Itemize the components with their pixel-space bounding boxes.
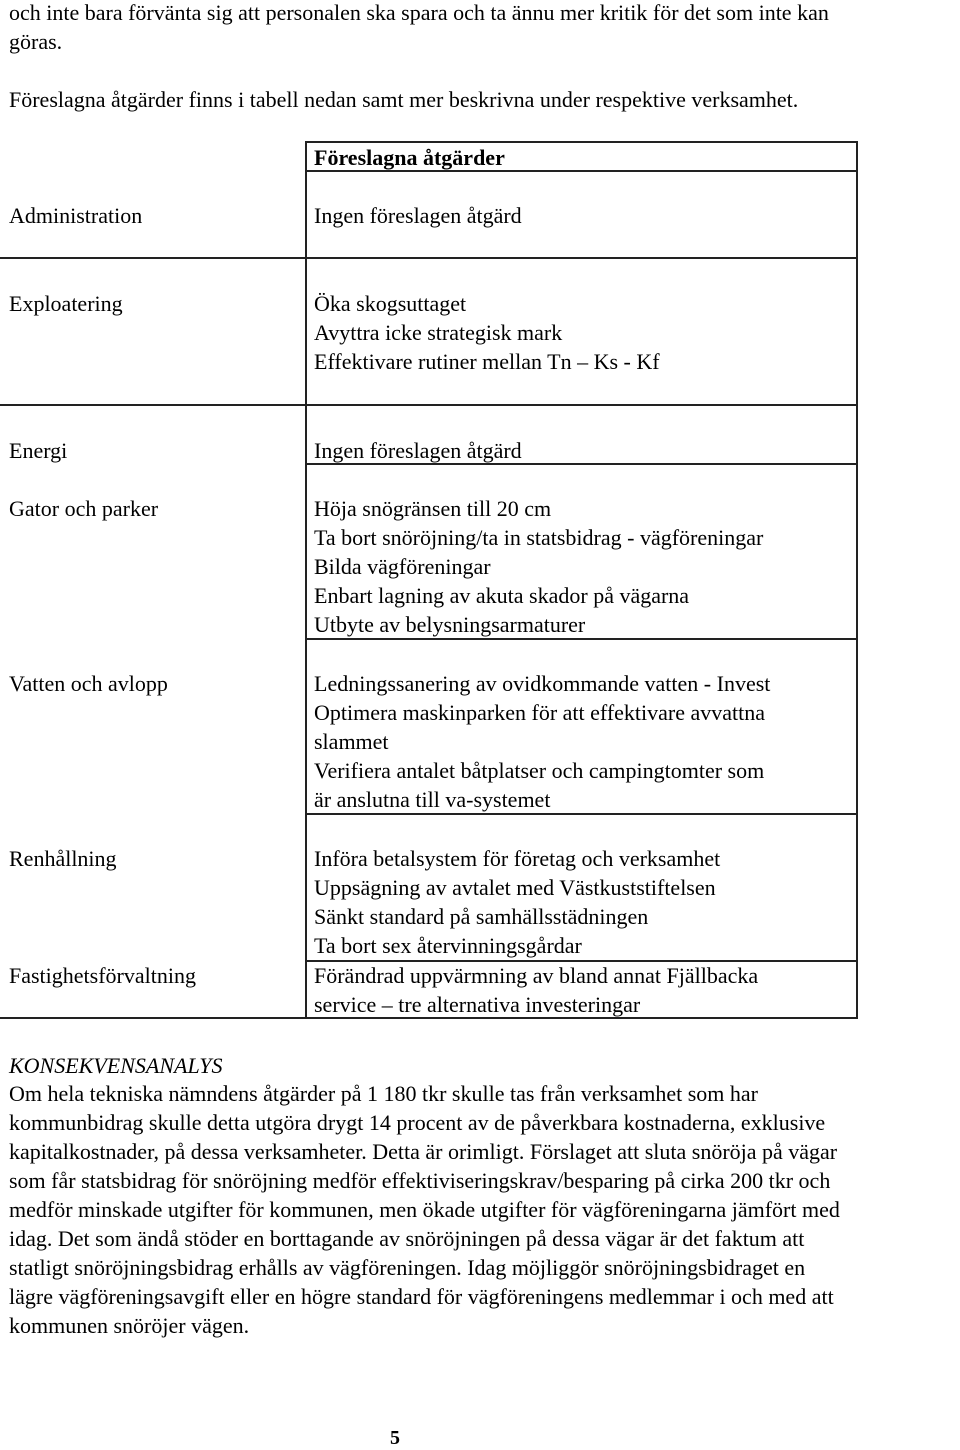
page-number: 5	[390, 1427, 400, 1449]
row-measure: Förändrad uppvärmning av bland annat Fjällbacka	[314, 963, 759, 988]
row-measure: Verifiera antalet båtplatser och campingtomter som	[314, 758, 765, 783]
row-category: Fastighetsförvaltning	[9, 963, 196, 988]
intro-line-3: Föreslagna åtgärder finns i tabell nedan samt mer beskrivna under respektive verksamhet.	[9, 87, 799, 112]
row-measure: Enbart lagning av akuta skador på vägarna	[314, 583, 690, 608]
row-measure: Öka skogsuttaget	[314, 291, 467, 316]
konsekvens-paragraph	[9, 1079, 960, 1340]
section-heading-konsekvensanalys: KONSEKVENSANALYS	[9, 1053, 223, 1078]
row-measure: Ingen föreslagen åtgärd	[314, 203, 522, 228]
table-rule	[0, 404, 858, 406]
paragraph-line: lägre vägföreningsavgift eller en högre standard för vägföreningens medlemmar i och med att	[9, 1284, 834, 1309]
row-category: Gator och parker	[9, 496, 159, 521]
row-measure: Optimera maskinparken för att effektivare avvattna	[314, 700, 766, 725]
table-header: Föreslagna åtgärder	[314, 145, 505, 170]
paragraph-line: kommunbidrag skulle detta utgöra drygt 14 procent av de påverkbara kostnaderna, exklusive	[9, 1110, 826, 1135]
row-measure: Sänkt standard på samhällsstädningen	[314, 904, 649, 929]
row-measure: Införa betalsystem för företag och verksamhet	[314, 846, 721, 871]
row-category: Administration	[9, 203, 143, 228]
paragraph-line: kommunen snöröjer vägen.	[9, 1313, 250, 1338]
row-measure: Höja snögränsen till 20 cm	[314, 496, 552, 521]
paragraph-line: kapitalkostnader, på dessa verksamheter. Detta är orimligt. Förslaget att sluta snöröja på vägar	[9, 1139, 838, 1164]
table-rule	[0, 257, 858, 259]
row-measure: slammet	[314, 729, 389, 754]
row-measure: Avyttra icke strategisk mark	[314, 320, 563, 345]
row-measure: Utbyte av belysningsarmaturer	[314, 612, 586, 637]
row-measure: Uppsägning av avtalet med Västkuststiftelsen	[314, 875, 716, 900]
intro-line-2: göras.	[9, 29, 63, 54]
row-category: Exploatering	[9, 291, 123, 316]
table-rule	[856, 141, 858, 1019]
row-measure: Ledningssanering av ovidkommande vatten - Invest	[314, 671, 771, 696]
row-category: Renhållning	[9, 846, 117, 871]
row-category: Energi	[9, 438, 68, 463]
row-measure: Ta bort snöröjning/ta in statsbidrag - vägföreningar	[314, 525, 764, 550]
paragraph-line: idag. Det som ändå stöder en borttagande av snöröjningen på dessa vägar är det faktum att	[9, 1226, 805, 1251]
row-measure: Bilda vägföreningar	[314, 554, 491, 579]
row-measure: Ta bort sex återvinningsgårdar	[314, 933, 582, 958]
row-measure: är anslutna till va-systemet	[314, 787, 551, 812]
paragraph-line: medför minskade utgifter för kommunen, men ökade utgifter för vägföreningarna jämfört med	[9, 1197, 840, 1222]
row-measure: service – tre alternativa investeringar	[314, 992, 641, 1017]
paragraph-line: statligt snöröjningsbidrag erhålls av vägföreningen. Idag möjliggör snöröjningsbidraget en	[9, 1255, 806, 1280]
table-rule	[305, 141, 307, 1019]
row-measure: Effektivare rutiner mellan Tn – Ks - Kf	[314, 349, 660, 374]
paragraph-line: som får statsbidrag för snöröjning medför effektiviseringskrav/besparing på cirka 200 tkr och	[9, 1168, 831, 1193]
paragraph-line: Om hela tekniska nämndens åtgärder på 1 180 tkr skulle tas från verksamhet som har	[9, 1081, 758, 1106]
row-category: Vatten och avlopp	[9, 671, 168, 696]
row-measure: Ingen föreslagen åtgärd	[314, 438, 522, 463]
intro-line-1: och inte bara förvänta sig att personalen ska spara och ta ännu mer kritik för det som inte kan	[9, 0, 829, 25]
